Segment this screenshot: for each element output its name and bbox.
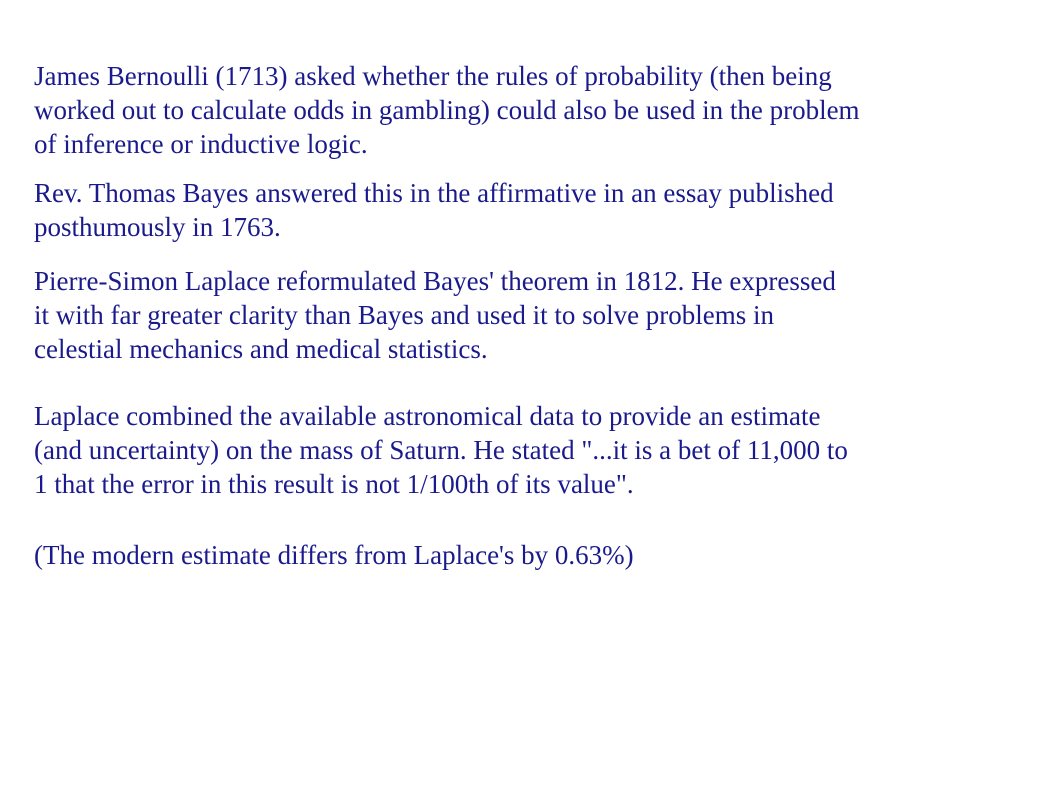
paragraph-bayes: Rev. Thomas Bayes answered this in the affirmative in an essay published posthumously in 1763. bbox=[34, 178, 834, 242]
paragraph-laplace-theorem: Pierre-Simon Laplace reformulated Bayes' theorem in 1812. He expressed it with far greater clarity than Bayes and used it to solve problems in celestial mechanics and medical statistics. bbox=[34, 266, 836, 364]
paragraph-laplace-saturn: Laplace combined the available astronomical data to provide an estimate (and uncertainty) on the mass of Saturn. He stated "...it is a bet of 11,000 to 1 that the error in this result is not 1/100th of its value". bbox=[34, 401, 848, 499]
paragraph-modern-estimate: (The modern estimate differs from Laplace's by 0.63%) bbox=[34, 540, 634, 570]
paragraph-bernoulli: James Bernoulli (1713) asked whether the rules of probability (then being worked out to calculate odds in gambling) could also be used in the problem of inference or inductive logic. bbox=[34, 61, 860, 159]
